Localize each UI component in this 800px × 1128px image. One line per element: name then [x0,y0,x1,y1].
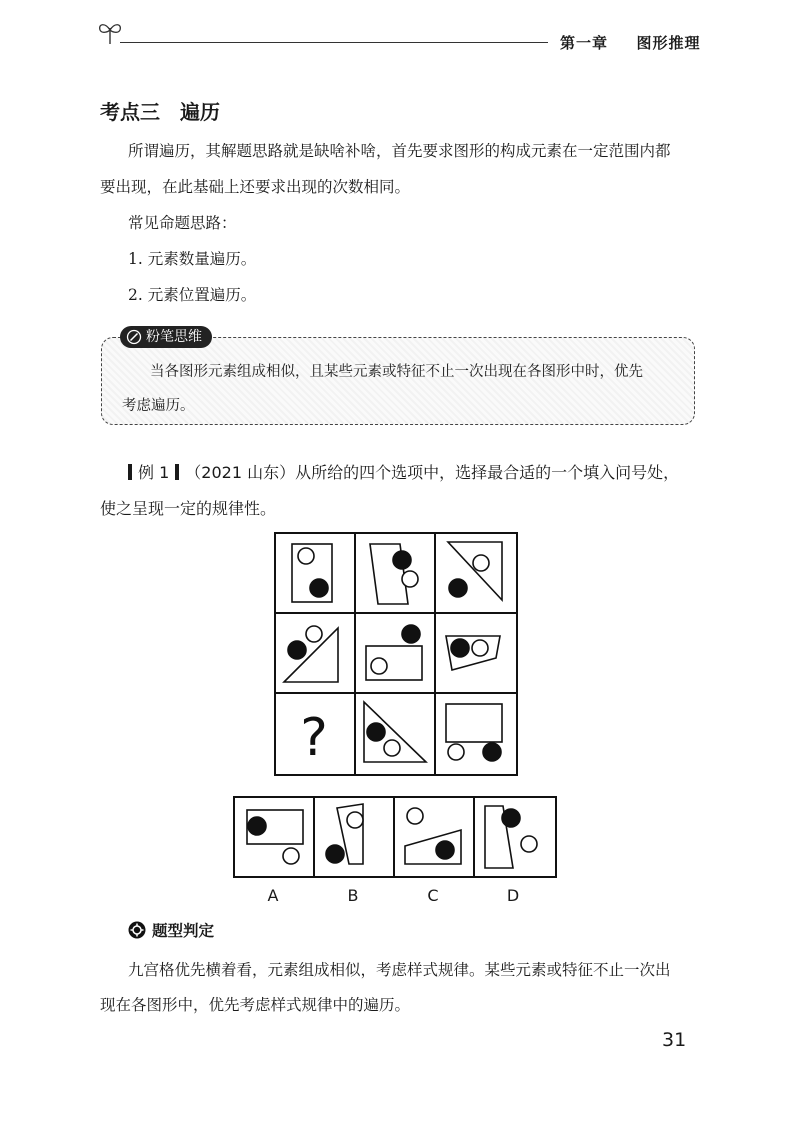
example-source: （2021 山东）从所给的四个选项中，选择最合适的一个填入问号处， [185,463,680,482]
option-label-a: A [267,886,279,905]
grid-cell-4 [284,626,338,682]
example-label: 例 1 [138,463,170,482]
judgement-line-1: 九宫格优先横着看，元素组成相似，考虑样式规律。某些元素或特征不止一次出 [128,961,671,979]
idea-item-1: 1. 元素数量遍历。 [128,250,257,268]
judgement-heading-text: 题型判定 [152,922,215,940]
pencil-icon [126,329,142,345]
gear-icon [128,921,146,939]
question-mark: ? [300,708,328,768]
section-title: 考点三 遍历 [100,100,220,124]
grid-cell-1 [292,544,332,602]
option-b-figure[interactable] [326,804,363,864]
grid-cell-6 [446,636,500,670]
option-label-d: D [506,886,520,905]
judgement-heading [128,919,214,941]
tip-line-1: 当各图形元素组成相似，且某些元素或特征不止一次出现在各图形中时，优先 [150,364,643,380]
option-c-figure[interactable] [405,808,461,864]
option-label-c: C [427,886,439,905]
options-row [233,796,557,878]
intro-line-2: 要出现，在此基础上还要求出现的次数相同。 [100,178,411,196]
tip-badge-label: 粉笔思维 [146,329,202,345]
chapter-title: 图形推理 [636,34,701,52]
grid-cell-3 [448,542,502,600]
example-mark-right [175,464,179,480]
example-title [122,460,679,483]
grid-cell-2 [370,544,418,604]
tip-line-2: 考虑遍历。 [122,398,195,414]
intro-line-1: 所谓遍历，其解题思路就是缺啥补啥，首先要求图形的构成元素在一定范围内都 [128,142,671,160]
grid-cell-8 [364,702,426,762]
grid-cell-5 [366,625,422,680]
tip-badge [120,326,212,348]
idea-item-2: 2. 元素位置遍历。 [128,286,257,304]
option-a-figure[interactable] [247,810,303,864]
ideas-label: 常见命题思路： [128,214,237,232]
option-d-figure[interactable] [485,806,537,868]
header-rule [120,42,548,43]
grid-cell-7 [300,708,328,768]
page-number: 31 [662,1029,687,1051]
example-line-2: 使之呈现一定的规律性。 [100,499,277,518]
chapter-label: 第一章 [560,34,609,52]
puzzle-grid [274,532,518,776]
example-mark-left [128,464,132,480]
grid-cell-9 [446,704,502,761]
judgement-line-2: 现在各图形中，优先考虑样式规律中的遍历。 [100,996,411,1014]
option-label-b: B [347,886,359,905]
header [560,32,701,53]
